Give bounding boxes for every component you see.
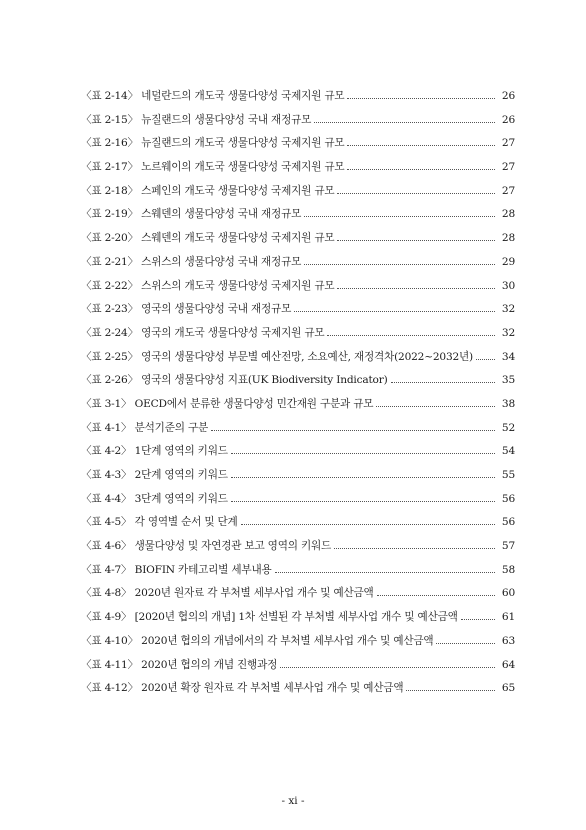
leader-dots [376,406,495,407]
leader-dots [347,145,495,146]
toc-entry[interactable] [81,372,515,396]
toc-entry[interactable] [81,183,515,207]
toc-entry-page: 58 [501,563,515,576]
toc-entry[interactable] [81,278,515,302]
toc-entry[interactable] [81,585,515,609]
toc-entry[interactable] [81,349,515,373]
toc-entry-label: 〈표 2-22〉 스위스의 개도국 생물다양성 국제지원 규모 [81,279,335,292]
toc-entry-label: 〈표 2-16〉 뉴질랜드의 개도국 생물다양성 국제지원 규모 [81,137,345,150]
toc-entry-label: 〈표 4-1〉 분석기준의 구분 [81,421,209,434]
toc-entry-page: 63 [501,634,515,647]
leader-dots [231,501,495,502]
toc-entry[interactable] [81,159,515,183]
toc-entry-page: 27 [501,184,515,197]
leader-dots [294,311,495,312]
leader-dots [275,572,495,573]
toc-entry-page: 26 [501,113,515,126]
toc-entry-label: 〈표 2-20〉 스웨덴의 개도국 생물다양성 국제지원 규모 [81,232,335,245]
toc-entry-page: 27 [501,161,515,174]
toc-entry-label: 〈표 2-24〉 영국의 개도국 생물다양성 국제지원 규모 [81,326,325,339]
leader-dots [377,595,495,596]
leader-dots [337,193,495,194]
toc-entry-label: 〈표 2-17〉 노르웨이의 개도국 생물다양성 국제지원 규모 [81,161,345,174]
toc-entry-label: 〈표 2-18〉 스페인의 개도국 생물다양성 국제지원 규모 [81,184,335,197]
toc-entry[interactable] [81,254,515,278]
toc-entry-page: 32 [501,326,515,339]
toc-entry-label: 〈표 3-1〉 OECD에서 분류한 생물다양성 민간재원 구분과 규모 [81,397,374,410]
toc-entry-page: 56 [501,492,515,505]
leader-dots [211,430,495,431]
toc-entry[interactable] [81,301,515,325]
leader-dots [304,216,495,217]
leader-dots [406,690,495,691]
toc-entry-label: 〈표 4-2〉 1단계 영역의 키워드 [81,445,228,458]
toc-entry-label: 〈표 2-25〉 영국의 생물다양성 부문별 예산전망, 소요예산, 재정격차(2022~2032년) [81,350,473,363]
toc-entry-label: 〈표 4-9〉 [2020년 협의의 개념] 1차 선별된 각 부처별 세부사업 개수 및 예산금액 [81,611,458,624]
toc-entry[interactable] [81,609,515,633]
toc-entry[interactable] [81,562,515,586]
toc-entry-label: 〈표 4-11〉 2020년 협의의 개념 진행과정 [81,658,278,671]
toc-entry-page: 32 [501,303,515,316]
toc-entry[interactable] [81,467,515,491]
toc-entry[interactable] [81,443,515,467]
leader-dots [347,169,495,170]
leader-dots [391,382,496,383]
toc-entry-label: 〈표 2-21〉 스위스의 생물다양성 국내 재정규모 [81,255,302,268]
toc-entry[interactable] [81,88,515,112]
toc-entry-label: 〈표 2-23〉 영국의 생물다양성 국내 재정규모 [81,303,292,316]
toc-entry-page: 61 [501,611,515,624]
toc-entry[interactable] [81,112,515,136]
leader-dots [337,240,495,241]
toc-entry[interactable] [81,396,515,420]
leader-dots [231,453,495,454]
toc-entry-page: 27 [501,137,515,150]
toc-entry-page: 28 [501,232,515,245]
toc-entry-page: 26 [501,90,515,102]
toc-entry-label: 〈표 4-12〉 2020년 확장 원자료 각 부처별 세부사업 개수 및 예산금액 [81,682,404,695]
leader-dots [304,264,495,265]
toc-entry-label: 〈표 2-14〉 네덜란드의 개도국 생물다양성 국제지원 규모 [81,90,345,102]
toc-entry-page: 29 [501,255,515,268]
leader-dots [231,477,495,478]
toc-entry-page: 34 [501,350,515,363]
page-number: - xi - [281,795,305,807]
toc-entry[interactable] [81,420,515,444]
toc-entry-label: 〈표 4-4〉 3단계 영역의 키워드 [81,492,228,505]
toc-entry-page: 38 [501,397,515,410]
toc-entry-page: 30 [501,279,515,292]
toc-entry[interactable] [81,135,515,159]
toc-entry-label: 〈표 4-8〉 2020년 원자료 각 부처별 세부사업 개수 및 예산금액 [81,587,374,600]
toc-entry[interactable] [81,206,515,230]
leader-dots [241,524,495,525]
toc-entry[interactable] [81,230,515,254]
leader-dots [476,359,495,360]
toc-entry-page: 56 [501,516,515,529]
leader-dots [461,619,495,620]
toc-entry-label: 〈표 4-7〉 BIOFIN 카테고리별 세부내용 [81,563,272,576]
toc-entry-page: 28 [501,208,515,221]
toc-entry[interactable] [81,325,515,349]
toc-entry[interactable] [81,514,515,538]
leader-dots [436,643,495,644]
toc-entry[interactable] [81,680,515,704]
toc-entry-label: 〈표 2-19〉 스웨덴의 생물다양성 국내 재정규모 [81,208,302,221]
toc-entry[interactable] [81,633,515,657]
leader-dots [280,667,495,668]
toc-entry-label: 〈표 2-26〉 영국의 생물다양성 지표(UK Biodiversity Indicator) [81,374,388,387]
toc-entry-page: 64 [501,658,515,671]
toc-entry-label: 〈표 4-10〉 2020년 협의의 개념에서의 각 부처별 세부사업 개수 및 예산금액 [81,634,434,647]
toc-entry-page: 54 [501,445,515,458]
toc-entry[interactable] [81,657,515,681]
toc-entry[interactable] [81,491,515,515]
toc-entry[interactable] [81,538,515,562]
leader-dots [337,288,495,289]
leader-dots [327,335,495,336]
toc-entry-page: 52 [501,421,515,434]
toc-entry-label: 〈표 4-5〉 각 영역별 순서 및 단계 [81,516,238,529]
toc-entry-label: 〈표 4-3〉 2단계 영역의 키워드 [81,469,228,481]
leader-dots [347,98,495,99]
toc-entry-page: 60 [501,587,515,600]
leader-dots [314,122,495,123]
toc-entry-page: 65 [501,682,515,695]
toc-entry-label: 〈표 2-15〉 뉴질랜드의 생물다양성 국내 재정규모 [81,113,312,126]
table-of-contents [81,88,515,704]
toc-entry-page: 57 [501,540,515,553]
leader-dots [334,548,495,549]
toc-entry-page: 35 [501,374,515,387]
toc-entry-label: 〈표 4-6〉 생물다양성 및 자연경관 보고 영역의 키워드 [81,540,332,553]
toc-entry-page: 55 [501,469,515,481]
